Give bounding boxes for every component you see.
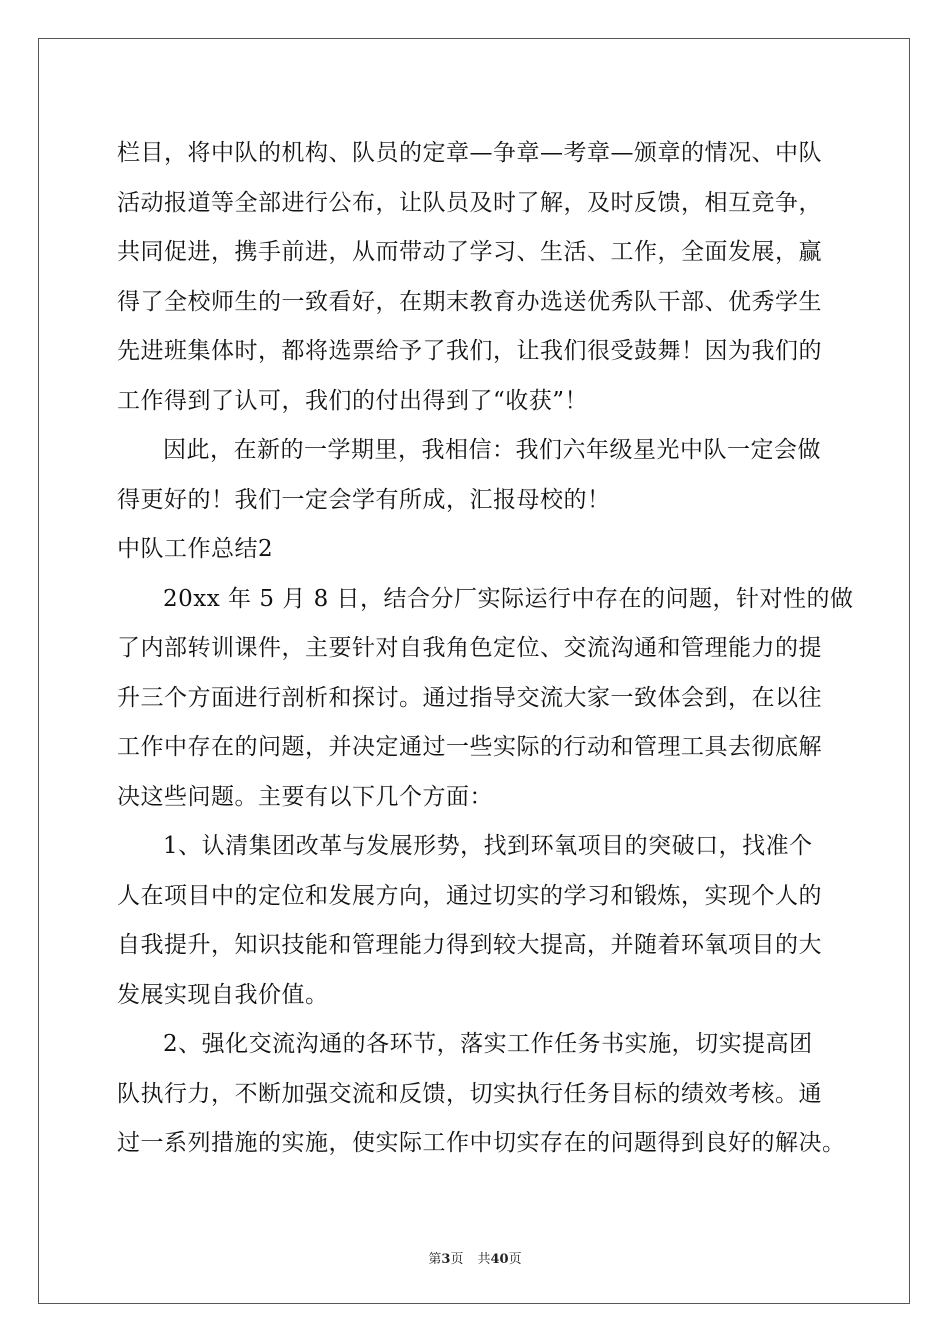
- body-line: 共同促进，携手前进，从而带动了学习、生活、工作，全面发展，赢: [117, 239, 822, 265]
- body-line: 活动报道等全部进行公布，让队员及时了解，及时反馈，相互竞争，: [117, 189, 822, 216]
- total-prefix: 共: [477, 1252, 491, 1267]
- page-footer: [0, 1248, 950, 1267]
- body-line: 得更好的！我们一定会学有所成，汇报母校的！: [117, 486, 611, 513]
- body-line: 工作中存在的问题，并决定通过一些实际的行动和管理工具去彻底解: [117, 734, 822, 760]
- paragraph-start-line: 2、强化交流沟通的各环节，落实工作任务书实施，切实提高团: [163, 1031, 813, 1057]
- body-line: 发展实现自我价值。: [117, 981, 329, 1008]
- body-line: 工作得到了认可，我们的付出得到了“收获”！: [117, 387, 589, 414]
- body-line: 先进班集体时，都将选票给予了我们，让我们很受鼓舞！因为我们的: [117, 338, 822, 364]
- paragraph-start-line: 20xx 年 5 月 8 日，结合分厂实际运行中存在的问题，针对性的做: [163, 585, 854, 612]
- body-line: 自我提升，知识技能和管理能力得到较大提高，并随着环氧项目的大: [117, 932, 822, 958]
- body-line: 升三个方面进行剖析和探讨。通过指导交流大家一致体会到，在以往: [117, 684, 822, 711]
- paragraph-start-line: 因此，在新的一学期里，我相信：我们六年级星光中队一定会做: [163, 437, 821, 463]
- page-prefix: 第: [428, 1252, 442, 1267]
- total-suffix: 页: [508, 1252, 522, 1267]
- document-body: [117, 129, 854, 1169]
- page-suffix: 页: [450, 1252, 464, 1267]
- paragraph-start-line: 1、认清集团改革与发展形势，找到环氧项目的突破口，找准个: [163, 833, 813, 859]
- body-line: 了内部转训课件，主要针对自我角色定位、交流沟通和管理能力的提: [117, 635, 822, 661]
- body-line: 队执行力，不断加强交流和反馈，切实执行任务目标的绩效考核。通: [117, 1080, 822, 1107]
- body-line: 人在项目中的定位和发展方向，通过切实的学习和锻炼，实现个人的: [117, 882, 822, 909]
- body-line: 过一系列措施的实施，使实际工作中切实存在的问题得到良好的解决。: [117, 1130, 846, 1156]
- body-line: 决这些问题。主要有以下几个方面：: [117, 783, 493, 810]
- total-pages: 40: [490, 1252, 509, 1267]
- page-number: 3: [441, 1252, 451, 1267]
- body-line: 得了全校师生的一致看好，在期末教育办选送优秀队干部、优秀学生: [117, 288, 822, 315]
- section-heading: 中队工作总结2: [117, 536, 274, 562]
- body-line: 栏目，将中队的机构、队员的定章—争章—考章—颁章的情况、中队: [117, 140, 822, 166]
